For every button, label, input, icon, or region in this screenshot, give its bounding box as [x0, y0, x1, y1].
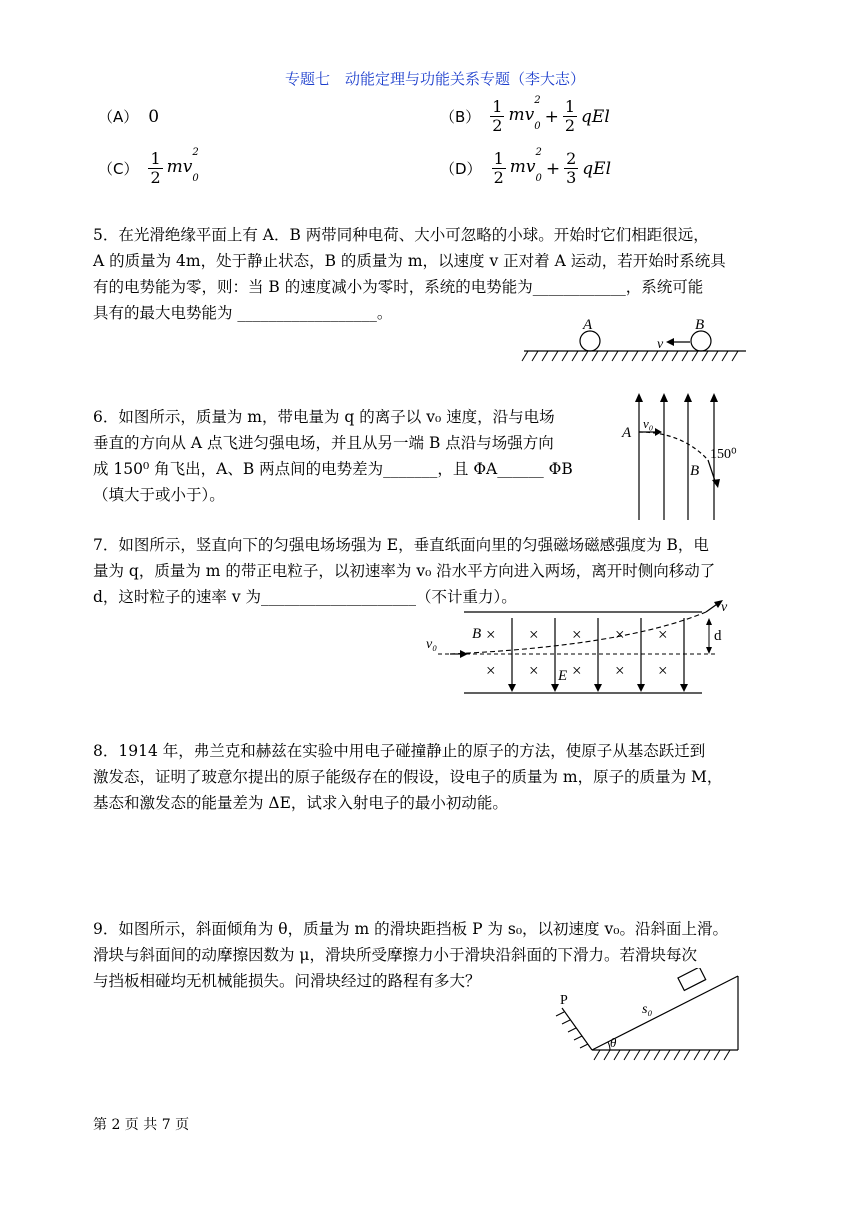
- option-d: [440, 147, 612, 187]
- option-d-label: （D）: [440, 160, 482, 178]
- label-b: B: [690, 463, 700, 479]
- q5-line: 有的电势能为零，则：当 B 的速度减小为零时，系统的电势能为____________，系统可能: [93, 278, 704, 296]
- q6-line: 垂直的方向从 A 点飞进匀强电场，并且从另一端 B 点沿与场强方向: [93, 434, 554, 452]
- q6-line: 6．如图所示，质量为 m，带电量为 q 的离子以 v₀ 速度，沿与电场: [93, 408, 555, 426]
- question-5: [93, 222, 813, 326]
- fraction-coef: $\frac{1}{2}$: [564, 97, 576, 135]
- q7-line: d，这时粒子的速率 v 为____________________（不计重力）。: [93, 588, 517, 606]
- q6-line: （填大于或小于）。: [93, 486, 225, 504]
- plus-sign: +: [545, 158, 561, 179]
- ball-a: [580, 331, 600, 351]
- question-8: [93, 738, 813, 816]
- svg-text:×: ×: [572, 661, 582, 680]
- ball-b: [691, 331, 711, 351]
- label-theta: θ: [610, 1035, 617, 1050]
- option-b-term2: qEl: [581, 106, 610, 127]
- q9-line: 与挡板相碰均无机械能损失。问滑块经过的路程有多大？: [93, 972, 481, 990]
- label-v: v: [721, 600, 728, 615]
- label-a: A: [583, 317, 593, 333]
- svg-text:×: ×: [615, 625, 625, 644]
- q8-line: 激发态，证明了玻意尔提出的原子能级存在的假设，设电子的质量为 m，原子的质量为 M，: [93, 768, 723, 786]
- q6-figure: [612, 388, 762, 523]
- option-c-term1: mv 2 $_0$: [166, 147, 199, 184]
- svg-text:×: ×: [658, 661, 668, 680]
- option-a-value: 0: [148, 106, 160, 127]
- trajectory: [639, 432, 708, 460]
- label-b: B: [695, 317, 705, 333]
- fraction-coef: $\frac{2}{3}$: [566, 149, 577, 187]
- option-b-label: （B）: [440, 108, 481, 126]
- label-b: B: [472, 626, 482, 642]
- label-a: A: [622, 425, 632, 441]
- option-c-label: （C）: [98, 160, 139, 178]
- q9-figure: [552, 968, 752, 1063]
- q5-line: 具有的最大电势能为 __________________。: [93, 304, 393, 322]
- svg-text:×: ×: [529, 661, 539, 680]
- q8-line: 基态和激发态的能量差为 ΔE，试求入射电子的最小初动能。: [93, 794, 508, 812]
- page-header: 专题七 动能定理与功能关系专题（李大志）: [285, 70, 586, 88]
- svg-text:×: ×: [486, 625, 496, 644]
- option-c: [98, 147, 199, 187]
- label-angle: 150⁰: [710, 447, 737, 462]
- q7-line: 量为 q，质量为 m 的带正电粒子，以初速率为 v₀ 沿水平方向进入两场，离开时侧向移动了: [93, 562, 716, 580]
- label-e: E: [558, 668, 568, 684]
- q5-line: A 的质量为 4m，处于静止状态，B 的质量为 m，以速度 v 正对着 A 运动，若开始时系统具: [93, 252, 726, 270]
- fraction-half: $\frac{1}{2}$: [493, 149, 504, 187]
- q9-line: 9．如图所示，斜面倾角为 θ，质量为 m 的滑块距挡板 P 为 s₀，以初速度 v₀。沿斜面上滑。: [93, 920, 728, 938]
- q7-figure: [424, 596, 734, 700]
- slider-block: [678, 968, 706, 990]
- label-v0: v₀: [643, 416, 654, 431]
- plus-sign: +: [544, 106, 559, 127]
- option-b: [440, 95, 610, 135]
- q5-figure: [520, 315, 750, 365]
- q7-line: 7．如图所示，竖直向下的匀强电场场强为 E，垂直纸面向里的匀强磁场磁感强度为 B，电: [93, 536, 709, 554]
- q9-line: 滑块与斜面间的动摩擦因数为 μ，滑块所受摩擦力小于滑块沿斜面的下滑力。若滑块每次: [93, 946, 698, 964]
- fraction-half: $\frac{1}{2}$: [150, 149, 161, 187]
- page-number: 第 2 页 共 7 页: [93, 1117, 190, 1133]
- label-v0: v₀: [426, 637, 438, 652]
- option-a: [98, 106, 159, 127]
- option-a-label: （A）: [98, 108, 139, 126]
- label-d: d: [714, 628, 722, 644]
- option-d-term2: qEl: [582, 158, 612, 179]
- q8-line: 8．1914 年，弗兰克和赫兹在实验中用电子碰撞静止的原子的方法，使原子从基态跃迁到: [93, 742, 706, 760]
- label-v: v: [657, 337, 664, 352]
- q5-line: 5．在光滑绝缘平面上有 A．B 两带同种电荷、大小可忽略的小球。开始时它们相距很远，: [93, 226, 709, 244]
- q6-line: 成 150⁰ 角飞出，A、B 两点间的电势差为_______，且 ΦA______ ΦB: [93, 460, 573, 478]
- fraction-half: $\frac{1}{2}$: [492, 97, 503, 135]
- label-p: P: [560, 993, 568, 1008]
- svg-text:×: ×: [572, 625, 582, 644]
- svg-text:×: ×: [658, 625, 668, 644]
- option-b-term1: mv 2 $_0$: [508, 95, 541, 132]
- option-d-term1: mv 2 $_0$: [509, 147, 542, 184]
- label-s0: s₀: [642, 1002, 653, 1017]
- svg-text:×: ×: [486, 661, 496, 680]
- svg-text:×: ×: [615, 661, 625, 680]
- svg-text:×: ×: [529, 625, 539, 644]
- question-6: [93, 404, 613, 508]
